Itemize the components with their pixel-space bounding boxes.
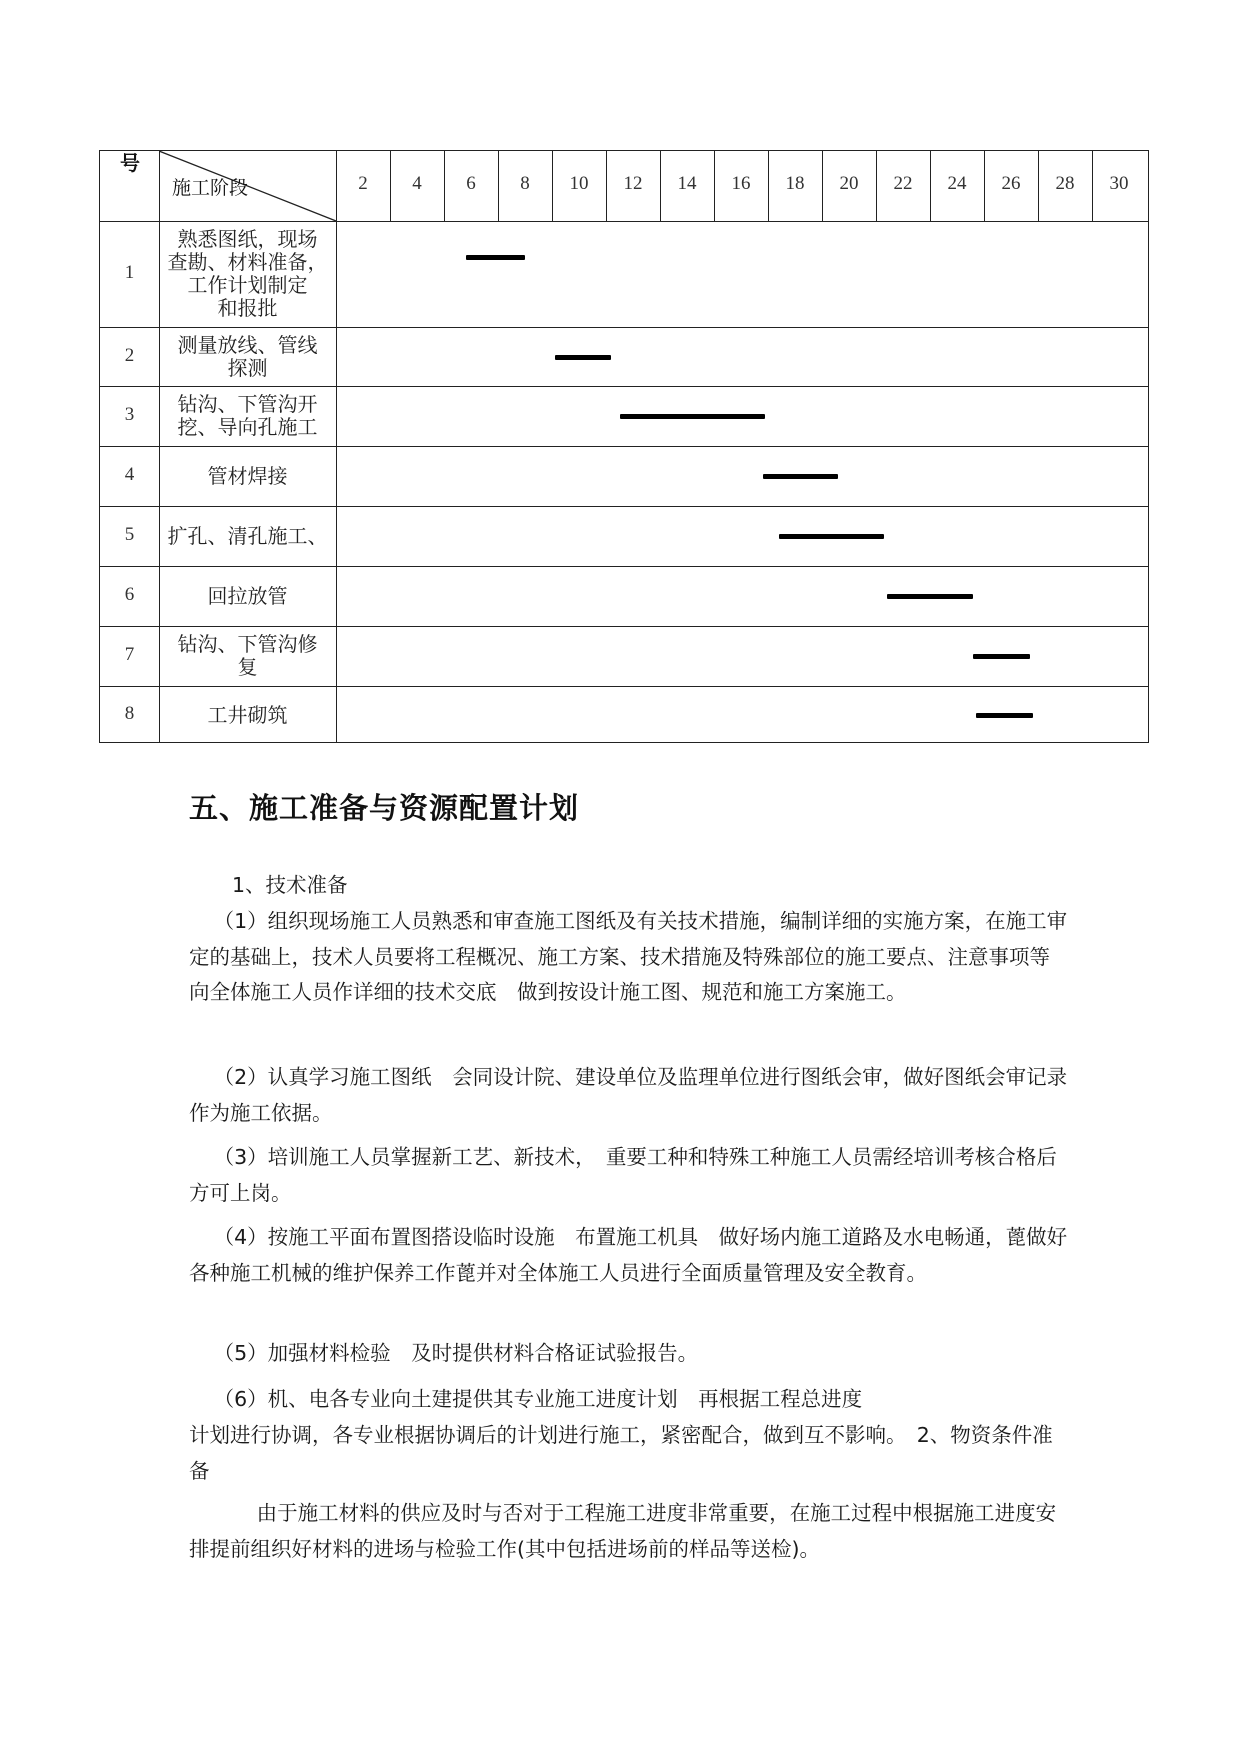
row-divider — [100, 221, 1148, 222]
gantt-table — [99, 150, 1149, 743]
task-name-line: 工作计划制定 — [187, 273, 308, 297]
task-name-line: 回拉放管 — [207, 583, 288, 608]
time-column-label: 26 — [1001, 173, 1021, 194]
gantt-bar — [973, 654, 1030, 659]
task-name-line: 管材焊接 — [207, 463, 288, 488]
time-column-label: 16 — [731, 173, 751, 194]
row-number: 8 — [124, 703, 135, 724]
time-column-label: 22 — [893, 173, 913, 194]
time-column-label: 12 — [623, 173, 643, 194]
task-name-line: 和报批 — [217, 296, 278, 320]
row-number: 7 — [124, 644, 135, 665]
gantt-bar — [976, 713, 1033, 718]
task-name-line: 探测 — [227, 355, 268, 380]
row-task-name — [159, 525, 336, 548]
row-divider — [100, 327, 1148, 328]
subheading-technical-prep: 1、技术准备 — [232, 873, 348, 897]
gantt-bar — [466, 255, 525, 260]
row-divider — [100, 566, 1148, 567]
row-task-name — [159, 704, 336, 727]
task-name-line: 工井砌筑 — [207, 702, 288, 727]
row-task-name — [159, 465, 336, 488]
header-stage-label: 施工阶段 — [172, 177, 249, 199]
row-task-name — [159, 228, 336, 320]
row-divider — [100, 686, 1148, 687]
time-column-label: 8 — [520, 173, 530, 194]
paragraph-6-continued: 计划进行协调，各专业根据协调后的计划进行施工，紧密配合，做到互不影响。 2、物资条件准备 — [189, 1423, 1053, 1483]
row-task-name — [159, 334, 336, 380]
row-number: 1 — [124, 262, 135, 283]
task-name-line: 查勘、材料准备， — [167, 250, 328, 274]
row-number: 2 — [124, 344, 135, 366]
row-divider — [100, 446, 1148, 447]
paragraph-6-line-1: （6）机、电各专业向土建提供其专业施工进度计划 再根据工程总进度 — [213, 1387, 863, 1411]
section-title: 五、施工准备与资源配置计划 — [189, 791, 580, 825]
time-column-label: 30 — [1109, 173, 1129, 194]
row-number: 5 — [124, 524, 135, 545]
task-name-line: 测量放线、管线 — [177, 332, 318, 357]
gantt-bar — [887, 594, 973, 599]
paragraph-4: （4）按施工平面布置图搭设临时设施 布置施工机具 做好场内施工道路及水电畅通，蓖做好各种施工机械的维护保养工作蓖并对全体施工人员进行全面质量管理及安全教育。 — [189, 1225, 1068, 1285]
header-number-label: 号 — [120, 151, 140, 175]
task-name-line: 钻沟、下管沟修 — [177, 632, 318, 656]
row-divider — [100, 506, 1148, 507]
time-column-label: 24 — [947, 173, 967, 194]
row-number: 6 — [124, 584, 135, 605]
time-column-label: 14 — [677, 173, 697, 194]
task-name-line: 复 — [237, 655, 258, 679]
task-name-line: 熟悉图纸，现场 — [177, 227, 318, 251]
row-divider — [100, 626, 1148, 627]
column-divider — [336, 151, 337, 742]
row-task-name — [159, 393, 336, 439]
time-column-label: 18 — [785, 173, 805, 194]
task-name-line: 挖、导向孔施工 — [177, 415, 318, 439]
paragraph-2: （2）认真学习施工图纸 会同设计院、建设单位及监理单位进行图纸会审，做好图纸会审记录 作为施工依据。 — [189, 1065, 1088, 1125]
time-column-label: 2 — [358, 173, 368, 194]
task-name-line: 扩孔、清孔施工、 — [167, 523, 328, 548]
time-column-label: 4 — [412, 173, 422, 194]
gantt-bar — [620, 414, 766, 419]
task-name-line: 钻沟、下管沟开 — [177, 392, 318, 416]
paragraph-material-supply: 由于施工材料的供应及时与否对于工程施工进度非常重要，在施工过程中根据施工进度安排提前组织好材料的进场与检验工作(其中包括进场前的样品等送检)。 — [189, 1501, 1057, 1561]
time-column-label: 28 — [1055, 173, 1075, 194]
paragraph-1: （1）组织现场施工人员熟悉和审查施工图纸及有关技术措施，编制详细的实施方案，在施工审定的基础上，技术人员要将工程概况、施工方案、技术措施及特殊部位的施工要点、注意事项等向全体施工人员作详细的技术交底 做到按设计施工图、规范和施工方案施工。 — [189, 909, 1068, 1004]
paragraph-5: （5）加强材料检验 及时提供材料合格证试验报告。 — [213, 1341, 699, 1365]
gantt-bar — [763, 474, 839, 479]
row-number: 4 — [124, 464, 135, 485]
gantt-bar — [779, 534, 884, 539]
row-number: 3 — [124, 404, 135, 425]
gantt-bar — [555, 355, 612, 360]
time-column-label: 20 — [839, 173, 859, 194]
time-column-label: 6 — [466, 173, 476, 194]
row-task-name — [159, 633, 336, 679]
paragraph-3: （3）培训施工人员掌握新工艺、新技术， 重要工种和特殊工种施工人员需经培训考核合格后方可上岗。 — [189, 1145, 1057, 1205]
row-task-name — [159, 585, 336, 608]
time-column-label: 10 — [569, 173, 589, 194]
row-divider — [100, 386, 1148, 387]
